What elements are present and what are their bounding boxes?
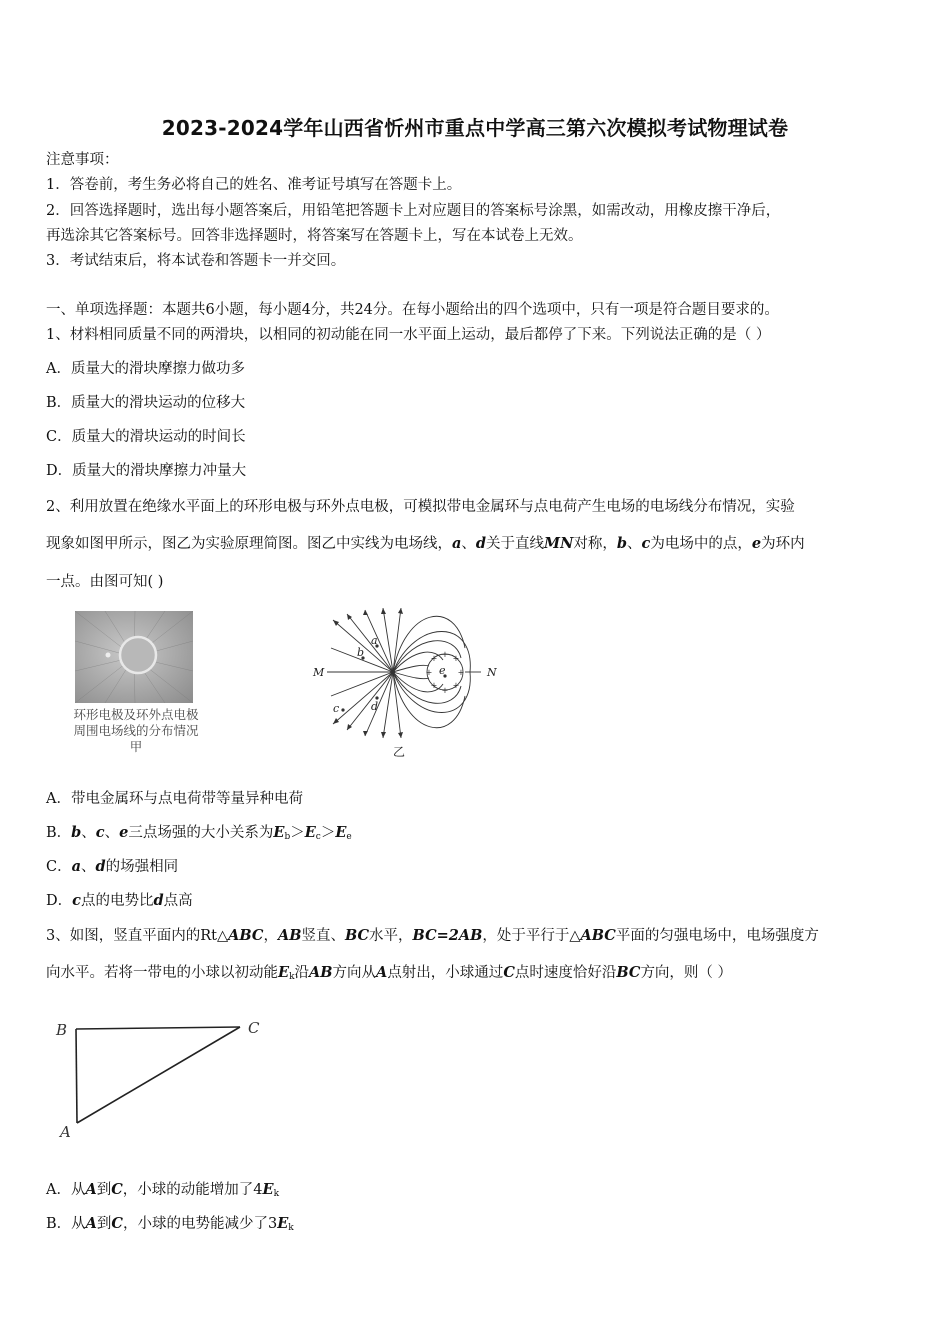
- q2-text: 现象如图甲所示，图乙为实验原理简图。图乙中实线为电场线，: [46, 536, 452, 552]
- svg-text:+: +: [425, 668, 433, 677]
- q1-option-c: C．质量大的滑块运动的时间长: [46, 429, 246, 445]
- opt-text: 到: [96, 1182, 112, 1198]
- opt-var: A: [85, 1181, 97, 1198]
- q3-text: 方向从: [332, 965, 377, 981]
- opt-var: E: [273, 824, 285, 841]
- q2-option-c: [46, 857, 178, 877]
- q2-stem-line-3: 一点。由图可知( ): [46, 574, 164, 590]
- q1-stem: 1、材料相同质量不同的两滑块，以相同的初动能在同一水平面上运动，最后都停了下来。下列说法正确的是（ ）: [46, 327, 771, 343]
- figure-yi-field-diagram: [305, 608, 520, 758]
- opt-var: E: [277, 1215, 289, 1232]
- q3-var: BC: [344, 927, 370, 944]
- q2-var: e: [751, 535, 762, 552]
- opt-text: ，小球的动能增加了4: [122, 1182, 263, 1198]
- q2-stem-line-1: 2、利用放置在绝缘水平面上的环形电极与环外点电极，可模拟带电金属环与点电荷产生电场的电场线分布情况，实验: [46, 499, 795, 515]
- label-yi: 乙: [393, 745, 406, 758]
- caption-line: 甲: [129, 739, 143, 754]
- q2-var: MN: [544, 535, 574, 552]
- label-m: M: [313, 666, 325, 679]
- q3-option-b: [46, 1214, 294, 1238]
- opt-text: A．从: [46, 1182, 86, 1198]
- section-heading: 一、单项选择题：本题共6小题，每小题4分，共24分。在每小题给出的四个选项中，只有一项是符合题目要求的。: [46, 302, 779, 318]
- q3-text: ，: [263, 928, 278, 944]
- opt-text: C．: [46, 859, 72, 875]
- notice-item-2-line-2: 再选涂其它答案标号。回答非选择题时，将答案写在答题卡上，写在本试卷上无效。: [46, 228, 583, 244]
- opt-var: C: [111, 1181, 123, 1198]
- q2-var: d: [475, 535, 487, 552]
- q2-var: b: [616, 535, 627, 552]
- label-n: N: [487, 666, 497, 679]
- opt-text: ＞: [290, 825, 305, 841]
- q3-var: BC=2AB: [412, 927, 483, 944]
- opt-var: c: [72, 892, 81, 909]
- label-c: C: [248, 1019, 260, 1037]
- opt-var: E: [335, 824, 347, 841]
- q3-text: 3、如图，竖直平面内的Rt△: [46, 928, 229, 944]
- caption-line: 周围电场线的分布情况: [73, 723, 199, 738]
- opt-text: 、: [81, 825, 96, 841]
- opt-sub: k: [288, 1223, 294, 1233]
- opt-text: D．: [46, 893, 73, 909]
- caption-line: 环形电极及环外点电极: [73, 707, 199, 722]
- opt-text: 到: [96, 1216, 112, 1232]
- q2-text: 关于直线: [486, 536, 545, 552]
- figure-jia-photo: [75, 611, 193, 703]
- q3-text: 向水平。若将一带电的小球以初动能: [46, 965, 278, 981]
- opt-var: b: [71, 824, 82, 841]
- opt-var: a: [71, 858, 82, 875]
- q1-option-b: B．质量大的滑块运动的位移大: [46, 395, 246, 411]
- opt-text: ，小球的电势能减少了3: [122, 1216, 278, 1232]
- q3-text: 水平，: [369, 928, 413, 944]
- opt-var: d: [153, 892, 164, 909]
- q1-option-a: A．质量大的滑块摩擦力做功多: [46, 361, 245, 377]
- q1-option-d: D．质量大的滑块摩擦力冲量大: [46, 463, 247, 479]
- svg-text:+: +: [441, 686, 449, 695]
- label-a: a: [371, 634, 378, 647]
- opt-text: B．从: [46, 1216, 86, 1232]
- q3-option-a: [46, 1180, 279, 1204]
- q3-stem-line-2: [46, 963, 732, 987]
- q3-text: 平面的匀强电场中，电场强度方: [615, 928, 819, 944]
- opt-text: 点高: [163, 893, 193, 909]
- opt-var: e: [119, 824, 129, 841]
- q3-var: ABC: [580, 927, 616, 944]
- q3-var: C: [503, 964, 515, 981]
- opt-text: ＞: [320, 825, 336, 841]
- notice-item-3: 3．考试结束后，将本试卷和答题卡一并交回。: [46, 253, 346, 269]
- label-a: A: [60, 1123, 71, 1141]
- label-e: e: [439, 664, 446, 677]
- q2-var: c: [641, 535, 651, 552]
- figure-triangle-abc: [52, 1005, 282, 1160]
- q3-var: ABC: [228, 927, 264, 944]
- figure-jia-caption: [58, 707, 214, 755]
- q3-text: 点时速度恰好沿: [514, 965, 617, 981]
- notice-heading: 注意事项：: [46, 152, 119, 168]
- q2-option-b: [46, 823, 352, 847]
- notice-item-1: 1．答卷前，考生务必将自己的姓名、准考证号填写在答题卡上。: [46, 177, 462, 193]
- opt-text: 点的电势比: [80, 893, 154, 909]
- opt-var: d: [95, 858, 106, 875]
- label-b: B: [56, 1021, 68, 1039]
- svg-text:+: +: [452, 681, 460, 690]
- q3-sub: k: [289, 972, 295, 982]
- q3-stem-line-1: [46, 926, 819, 946]
- q2-text: 为环内: [761, 536, 805, 552]
- q2-text: 为电场中的点，: [650, 536, 752, 552]
- q2-text: 对称，: [573, 536, 617, 552]
- opt-text: B．: [46, 825, 72, 841]
- q3-var: AB: [309, 964, 333, 981]
- opt-sub: b: [284, 832, 291, 842]
- svg-text:+: +: [452, 654, 460, 663]
- opt-text: 、: [81, 859, 96, 875]
- opt-sub: k: [273, 1189, 280, 1199]
- q3-text: 点射出，小球通过: [387, 965, 504, 981]
- label-c: c: [333, 702, 340, 715]
- q2-var: a: [452, 535, 462, 552]
- q3-var: AB: [277, 927, 302, 944]
- opt-sub: c: [315, 832, 321, 842]
- q2-text: 、: [461, 536, 476, 552]
- notice-item-2-line-1: 2．回答选择题时，选出每小题答案后，用铅笔把答题卡上对应题目的答案标号涂黑，如需改动，用橡皮擦干净后，: [46, 203, 781, 219]
- q2-option-a: A．带电金属环与点电荷带等量异种电荷: [46, 791, 303, 807]
- opt-var: C: [111, 1215, 123, 1232]
- q3-text: ，处于平行于△: [482, 928, 581, 944]
- opt-var: A: [85, 1215, 97, 1232]
- opt-text: 的场强相同: [105, 859, 179, 875]
- q2-option-d: [46, 891, 193, 911]
- svg-text:+: +: [441, 650, 449, 659]
- opt-var: c: [95, 824, 105, 841]
- q3-text: 沿: [294, 965, 310, 981]
- svg-text:+: +: [430, 681, 438, 690]
- svg-text:+: +: [430, 654, 438, 663]
- q3-text: 竖直、: [301, 928, 345, 944]
- q3-text: 方向，则（ ）: [640, 965, 733, 981]
- opt-var: E: [262, 1181, 274, 1198]
- q2-stem-line-2: [46, 534, 805, 554]
- opt-sub: e: [346, 832, 352, 842]
- q2-text: 、: [627, 536, 642, 552]
- label-b: b: [357, 646, 365, 659]
- q3-var: A: [376, 964, 388, 981]
- svg-text:+: +: [457, 668, 465, 677]
- opt-var: E: [304, 824, 316, 841]
- opt-text: 、: [104, 825, 120, 841]
- exam-title: 2023-2024学年山西省忻州市重点中学高三第六次模拟考试物理试卷: [161, 116, 789, 140]
- label-d: d: [371, 700, 379, 713]
- opt-text: 三点场强的大小关系为: [128, 825, 274, 841]
- q3-var: BC: [616, 964, 641, 981]
- q3-var: E: [278, 964, 290, 981]
